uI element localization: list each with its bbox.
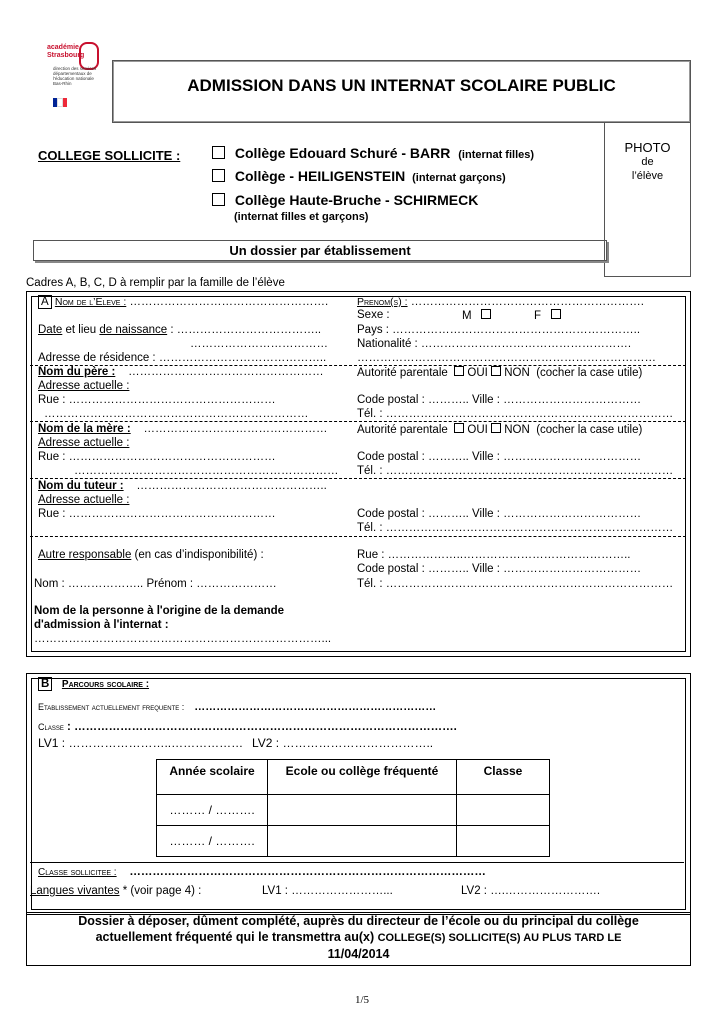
section-b-letter: B <box>38 677 52 691</box>
college-option-schirmeck[interactable] <box>212 192 478 208</box>
nom-eleve-label: Nom de l’Eleve : <box>54 296 127 308</box>
origine-label-1: Nom de la personne à l'origine de la demande <box>34 605 285 617</box>
origine-field[interactable]: …………………………………………………………………... <box>34 633 332 645</box>
table-cell-annee[interactable]: ……… / ………. <box>157 795 268 826</box>
photo-line3: l’élève <box>631 170 664 182</box>
autorite-label: Autorité parentale <box>357 367 448 379</box>
section-a-nom[interactable] <box>38 296 328 308</box>
nom-eleve-field[interactable]: ……………………………………………. <box>129 296 329 308</box>
photo-label: PHOTO <box>624 140 671 155</box>
nationalite-field[interactable]: Nationalité : ………………………………………………. <box>357 338 632 350</box>
parcours-table <box>156 759 550 857</box>
sexe-m[interactable] <box>462 309 491 322</box>
table-header-annee: Année scolaire <box>157 760 268 795</box>
checkbox-barr[interactable] <box>212 146 225 159</box>
checkbox-schirmeck[interactable] <box>212 193 225 206</box>
photo-line2: de <box>641 156 654 168</box>
prenom-row[interactable] <box>357 296 644 308</box>
academie-logo <box>45 40 105 116</box>
checkbox-mere-non[interactable] <box>491 423 501 433</box>
page-number: 1/5 <box>354 994 370 1006</box>
college-heiligenstein-label: Collège - HEILIGENSTEIN <box>234 168 406 184</box>
checkbox-sexe-f[interactable] <box>551 309 561 319</box>
autre-code-postal-ville[interactable]: Code postal : ……….. Ville : ……………………………… <box>357 563 642 575</box>
college-option-heiligenstein[interactable] <box>212 168 506 184</box>
tuteur-tel-field[interactable]: Tél. : ………………………………………………………………… <box>357 522 674 534</box>
mere-row[interactable] <box>38 423 327 435</box>
divider <box>30 421 686 422</box>
langues-note: * (voir page 4) : <box>119 885 202 897</box>
mere-field[interactable]: ………………………………………… <box>143 423 328 435</box>
mere-adresse-label: Adresse actuelle : <box>38 437 130 449</box>
pere-rue-field[interactable]: Rue : ……………………………………………… <box>38 394 276 406</box>
title-box <box>112 60 691 123</box>
checkbox-heiligenstein[interactable] <box>212 169 225 182</box>
college-option-barr[interactable] <box>212 145 534 161</box>
cocher-note: (cocher la case utile) <box>536 424 643 436</box>
deposit-line-1: Dossier à déposer, dûment complété, auprès du directeur de l’école ou du principal du collège <box>78 914 639 928</box>
pere-field[interactable]: …………………………………………… <box>128 366 324 378</box>
divider <box>30 478 686 479</box>
checkbox-pere-non[interactable] <box>491 366 501 376</box>
autre-responsable-row <box>38 549 264 561</box>
oui-label: OUI <box>467 424 488 436</box>
etablissement-field[interactable]: ………………………………………………………… <box>194 701 437 713</box>
table-cell-classe[interactable] <box>457 826 550 857</box>
college-schirmeck-note: (internat filles et garçons) <box>234 211 369 223</box>
langues-label: Langues vivantes <box>30 885 120 897</box>
section-a-letter: A <box>38 295 52 309</box>
lv1-sollicitee-field[interactable]: LV1 : ……………………... <box>262 885 393 897</box>
autre-rue-field[interactable]: Rue : ………………..…………………………………….. <box>357 549 631 561</box>
logo-name: académie Strasbourg <box>47 44 85 59</box>
classe-field[interactable]: : ………………………………………………………………………………………. <box>63 721 457 733</box>
section-b-header <box>38 678 149 690</box>
table-cell-annee[interactable]: ……… / ………. <box>157 826 268 857</box>
tuteur-row[interactable] <box>38 480 327 492</box>
mere-rue-cont[interactable]: …………………………………………………………… <box>74 465 339 477</box>
table-cell-ecole[interactable] <box>268 795 457 826</box>
pays-field[interactable]: Pays : ……………………………………………………….. <box>357 324 641 336</box>
tuteur-label: Nom du tuteur : <box>38 480 124 492</box>
adresse-residence-field[interactable]: Adresse de résidence : …………………………………….. <box>38 352 327 364</box>
deposit-line-2 <box>27 929 690 946</box>
prenom-label: Prenom(s) : <box>357 296 408 308</box>
sexe-row <box>357 309 390 321</box>
sexe-m-label: M <box>462 310 472 322</box>
college-schirmeck-label: Collège Haute-Bruche - SCHIRMECK <box>234 192 479 208</box>
deposit-line-2c: AU PLUS TARD LE <box>520 932 622 944</box>
pere-tel-field[interactable]: Tél. : ………………………………………………………………… <box>357 408 674 420</box>
table-cell-classe[interactable] <box>457 795 550 826</box>
table-header-row <box>157 760 550 795</box>
mere-code-postal-ville[interactable]: Code postal : ……….. Ville : ……………………………… <box>357 451 642 463</box>
deposit-date: 11/04/2014 <box>327 947 390 961</box>
table-row <box>157 826 550 857</box>
date-lieu-field-cont[interactable]: ……………………………… <box>190 338 328 350</box>
lv2-field[interactable]: LV2 : ……………………………….. <box>252 736 434 750</box>
deposit-line-2b: COLLEGE(S) SOLLICITE(S) <box>377 932 521 944</box>
tuteur-rue-field[interactable]: Rue : ……………………………………………… <box>38 508 276 520</box>
classe-row[interactable] <box>38 721 457 733</box>
autre-responsable-note: (en cas d’indisponibilité) : <box>131 549 264 561</box>
checkbox-mere-oui[interactable] <box>454 423 464 433</box>
college-barr-note: (internat filles) <box>458 149 535 161</box>
pere-rue-cont[interactable]: …………………………………………………………… <box>44 408 309 420</box>
dossier-note: Un dossier par établissement <box>33 240 607 261</box>
date-label: Date <box>38 324 63 336</box>
date-lieu-field[interactable]: : ……………………………….. <box>167 324 322 336</box>
etablissement-row[interactable] <box>38 701 436 713</box>
origine-label-2: d'admission à l'internat : <box>34 619 169 631</box>
lieu-label: et lieu <box>62 324 100 336</box>
oui-label: OUI <box>467 367 488 379</box>
table-cell-ecole[interactable] <box>268 826 457 857</box>
college-sollicite-label: COLLEGE SOLLICITE : <box>38 148 181 163</box>
mere-tel-field[interactable]: Tél. : ………………………………………………………………… <box>357 465 674 477</box>
checkbox-sexe-m[interactable] <box>481 309 491 319</box>
classe-sollicitee-label: Classe sollicitee : <box>38 867 117 878</box>
tuteur-adresse-label: Adresse actuelle : <box>38 494 130 506</box>
college-barr-label: Collège Edouard Schuré - BARR <box>234 145 451 161</box>
adresse-residence-field-right[interactable]: …………………………………………………………………… <box>357 352 656 364</box>
pere-adresse-label: Adresse actuelle : <box>38 380 130 392</box>
classe-sollicitee-field[interactable]: ………………………………………………………………………………… <box>129 866 486 878</box>
naissance-label: de naissance <box>99 324 168 336</box>
lv2-sollicitee-field[interactable]: LV2 : ….……………………. <box>461 885 601 897</box>
mere-rue-field[interactable]: Rue : ……………………………………………… <box>38 451 276 463</box>
autorite-mere[interactable] <box>357 423 642 436</box>
table-row <box>157 795 550 826</box>
classe-label: Classe <box>38 722 64 732</box>
pere-row[interactable] <box>38 366 324 378</box>
photo-box <box>604 122 691 277</box>
autorite-label: Autorité parentale <box>357 424 448 436</box>
deposit-instructions <box>26 912 691 966</box>
pere-code-postal-ville[interactable]: Code postal : ……….. Ville : ……………………………… <box>357 394 642 406</box>
etablissement-label: Etablissement actuellement frequente : <box>38 702 185 712</box>
table-header-classe: Classe <box>457 760 550 795</box>
cocher-note: (cocher la case utile) <box>536 367 643 379</box>
parcours-title: Parcours scolaire : <box>61 679 150 690</box>
non-label: NON <box>504 424 530 436</box>
sexe-label: Sexe : <box>357 309 390 321</box>
prenom-field[interactable]: ……………………………………………………. <box>410 296 644 308</box>
college-heiligenstein-note: (internat garçons) <box>412 172 506 184</box>
tuteur-field[interactable]: ………………………………………….. <box>136 480 327 492</box>
deposit-line-2a: actuellement fréquenté qui le transmettra au(x) <box>95 930 378 944</box>
sexe-f-label: F <box>534 310 542 322</box>
non-label: NON <box>504 367 530 379</box>
tuteur-code-postal-ville[interactable]: Code postal : ……….. Ville : ……………………………… <box>357 508 642 520</box>
checkbox-pere-oui[interactable] <box>454 366 464 376</box>
autre-tel-field[interactable]: Tél. : ………………………………………………………………… <box>357 578 674 590</box>
mere-label: Nom de la mère : <box>38 423 131 435</box>
divider <box>30 536 686 537</box>
pere-label: Nom du père : <box>38 366 116 378</box>
logo-subtext: direction des services départementaux de l'éducation nationale Bas-Rhin <box>53 66 97 86</box>
french-flag-icon <box>53 98 67 107</box>
autorite-pere[interactable] <box>357 366 642 379</box>
date-lieu-naissance[interactable] <box>38 324 321 336</box>
classe-sollicitee-row[interactable] <box>38 866 486 878</box>
autre-nom-prenom-field[interactable]: Nom : ……………….. Prénom : ………………… <box>34 578 277 590</box>
cadres-note: Cadres A, B, C, D à remplir par la famille de l’élève <box>26 277 285 289</box>
langues-row <box>30 885 201 897</box>
autre-responsable-label: Autre responsable <box>38 549 132 561</box>
lv1-field[interactable]: LV1 : ……………………..……………… <box>38 736 244 750</box>
page-title: ADMISSION DANS UN INTERNAT SCOLAIRE PUBLIC <box>187 76 616 95</box>
sexe-f[interactable] <box>534 309 561 322</box>
table-header-ecole: Ecole ou collège fréquenté <box>268 760 457 795</box>
